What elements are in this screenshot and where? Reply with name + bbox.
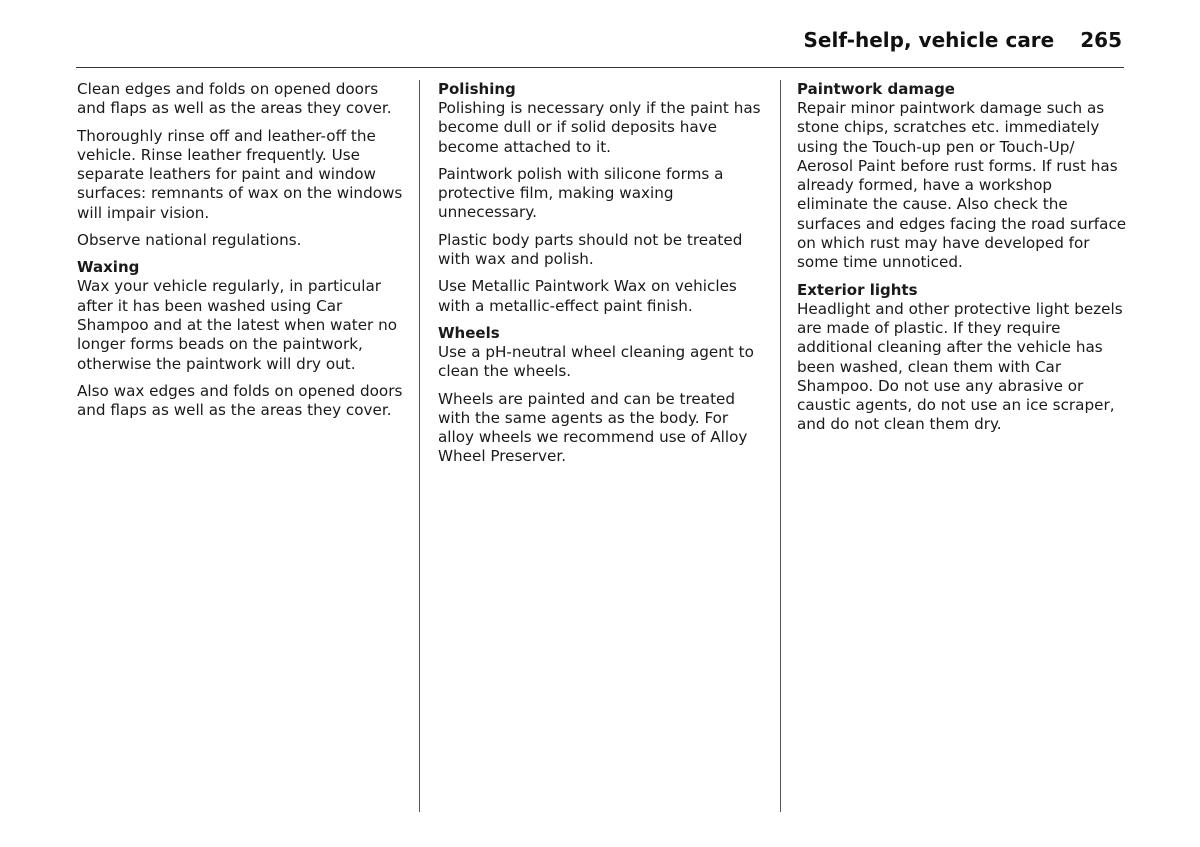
- paragraph-light-bezels: Headlight and other protective light bezels are made of plastic. If they require additional cleaning after the vehicle has been washed, clean them with Car Shampoo. Do not use any abrasive or caustic agents, do not use an ice scraper, and do not clean them dry.: [797, 299, 1123, 434]
- paragraph-wax-regularly: Wax your vehicle regularly, in particular after it has been washed using Car Shampoo and at the latest when water no longer forms beads on the paintwork, otherwise the paintwork will dry out.: [77, 277, 398, 373]
- paragraph-wax-edges: Also wax edges and folds on opened doors and flaps as well as the areas they cover.: [77, 381, 403, 420]
- column-2: [438, 80, 768, 475]
- page-header: [804, 28, 1122, 52]
- page-number: 265: [1080, 28, 1122, 52]
- section-title: Self-help, vehicle care: [803, 28, 1055, 52]
- paragraph-rinse: Thoroughly rinse off and leather-off the vehicle. Rinse leather frequently. Use separate leathers for paint and window surfaces: remnants of wax on the windows will impair vision.: [77, 126, 403, 222]
- paragraph-wheel-cleaner: Use a pH-neutral wheel cleaning agent to clean the wheels.: [438, 342, 754, 381]
- column-1: [77, 80, 407, 428]
- heading-paintwork-damage: Paintwork damage: [797, 80, 955, 98]
- paragraph-regulations: Observe national regulations.: [77, 231, 302, 250]
- paragraph-clean-edges: Clean edges and folds on opened doors and flaps as well as the areas they cover.: [77, 80, 392, 118]
- paragraph-silicone-polish: Paintwork polish with silicone forms a protective film, making waxing unnecessary.: [438, 164, 724, 222]
- heading-waxing: Waxing: [77, 258, 140, 277]
- paragraph-polishing-necessary: Polishing is necessary only if the paint has become dull or if solid deposits have become attached to it.: [438, 99, 761, 156]
- column-divider-2: [780, 80, 781, 812]
- heading-exterior-lights: Exterior lights: [797, 280, 918, 299]
- paragraph-plastic-parts: Plastic body parts should not be treated with wax and polish.: [438, 230, 743, 269]
- column-3: [797, 80, 1127, 443]
- header-divider: [76, 67, 1124, 68]
- heading-wheels: Wheels: [438, 323, 500, 342]
- heading-polishing: Polishing: [438, 80, 516, 98]
- paragraph-metallic-wax: Use Metallic Paintwork Wax on vehicles with a metallic-effect paint finish.: [438, 277, 737, 315]
- column-divider-1: [419, 80, 420, 812]
- paragraph-alloy-wheels: Wheels are painted and can be treated with the same agents as the body. For alloy wheels we recommend use of Alloy Wheel Preserver.: [438, 389, 748, 466]
- paragraph-repair-damage: Repair minor paintwork damage such as stone chips, scratches etc. immediately using the Touch-up pen or Touch-Up/ Aerosol Paint before rust forms. If rust has already formed, have a workshop eliminate the cause. Also check the surfaces and edges facing the road surface on which rust may have developed for some time unnoticed.: [797, 99, 1127, 272]
